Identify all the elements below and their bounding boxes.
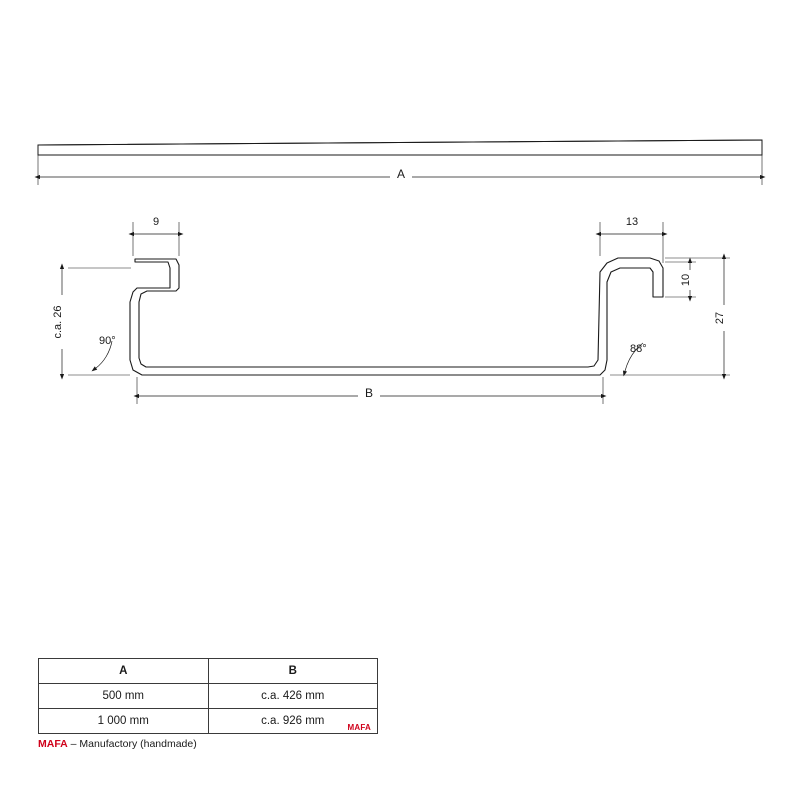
- dimension-right-flange: [600, 214, 663, 263]
- specification-table: [38, 658, 378, 734]
- table-row: [39, 684, 378, 709]
- dimension-left-height-label: c.a. 26: [52, 305, 64, 339]
- table-cell-b-text: c.a. 926 mm: [261, 715, 325, 727]
- table-cell-a: 500 mm: [39, 684, 209, 709]
- brand-name: MAFA: [38, 738, 68, 750]
- top-view-strip: [38, 140, 762, 155]
- table-header-row: [39, 659, 378, 684]
- dimension-right-height: [610, 258, 732, 375]
- dimension-a-label: A: [396, 167, 406, 181]
- angle-right-label: 88°: [630, 343, 647, 355]
- table-cell-b: c.a. 426 mm: [208, 684, 378, 709]
- table-header-a: A: [39, 659, 209, 684]
- dimension-right-hook-height-label: 10: [680, 273, 692, 287]
- dimension-right-flange-label: 13: [625, 216, 639, 228]
- angle-left-label: 90°: [99, 335, 116, 347]
- table-cell-b: [208, 709, 378, 734]
- dimension-b: [137, 377, 603, 404]
- footnote-text: – Manufactory (handmade): [67, 738, 197, 750]
- table-header-b: B: [208, 659, 378, 684]
- dimension-right-height-label: 27: [714, 311, 726, 325]
- footnote: [38, 738, 197, 750]
- dimension-a: [40, 166, 760, 182]
- angle-right: [625, 343, 647, 371]
- dimension-left-flange: [133, 214, 179, 256]
- mafa-watermark: MAFA: [347, 723, 371, 732]
- table-cell-a: 1 000 mm: [39, 709, 209, 734]
- dimension-left-height: [52, 268, 131, 375]
- angle-left: [96, 335, 116, 368]
- dimension-right-hook-height: [665, 262, 697, 297]
- dimension-left-flange-label: 9: [152, 216, 160, 228]
- dimension-b-label: B: [364, 386, 374, 400]
- profile-section: [130, 258, 663, 375]
- table-row: [39, 709, 378, 734]
